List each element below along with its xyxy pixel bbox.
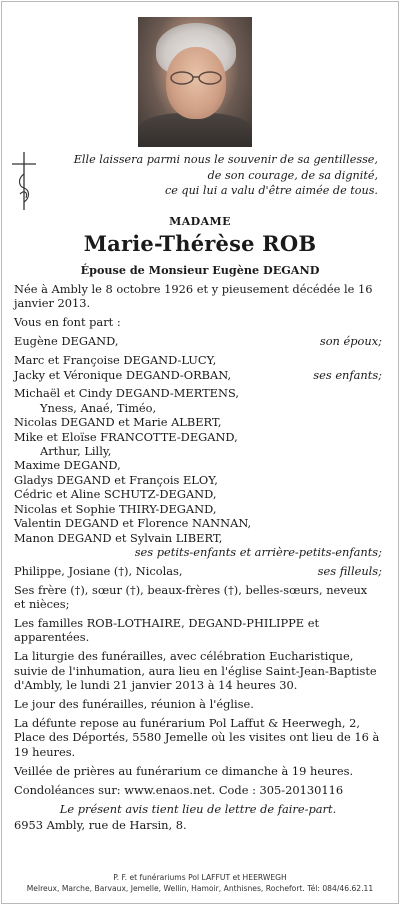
grandchild-line: Valentin DEGAND et Florence NANNAN, bbox=[14, 516, 252, 531]
children-block bbox=[14, 353, 382, 382]
announce-text: Vous en font part : bbox=[14, 315, 121, 330]
funeral-home-name: P. F. et funérariums Pol LAFFUT et HEERWEGH bbox=[113, 873, 287, 882]
godchildren-names: Philippe, Josiane (†), Nicolas, bbox=[14, 563, 183, 578]
child-line: Marc et Françoise DEGAND-LUCY, bbox=[14, 353, 217, 368]
repose-text: La défunte repose au funérarium Pol Laffut & Heerwegh, 2, Place des Déportés, 5580 Jemelle où les visites ont lieu de 16 à 19 heures. bbox=[14, 715, 380, 759]
tribute-line: ce qui lui a valu d'être aimée de tous. bbox=[164, 184, 378, 197]
grandchild-line: Michaël et Cindy DEGAND-MERTENS, bbox=[14, 386, 239, 401]
gathering-text: Le jour des funérailles, réunion à l'église. bbox=[14, 697, 254, 712]
grandchild-line: Yness, Anaé, Timéo, bbox=[40, 400, 157, 415]
siblings-text: Ses frère (†), sœur (†), beaux-frères (†), belles-sœurs, neveux et nièces; bbox=[14, 582, 368, 612]
godchildren-row bbox=[14, 564, 382, 578]
tribute-line: Elle laissera parmi nous le souvenir de sa gentillesse, bbox=[73, 153, 378, 166]
husband-role: son époux; bbox=[319, 334, 382, 349]
funeral-home-locations: Melreux, Marche, Barvaux, Jemelle, Wellin, Hamoir, Anthisnes, Rochefort. Tél: 084/46.62.11 bbox=[26, 884, 374, 893]
children-role: ses enfants; bbox=[313, 367, 382, 382]
grandchild-line: Cédric et Aline SCHUTZ-DEGAND, bbox=[14, 487, 217, 502]
spouse-line: Épouse de Monsieur Eugène DEGAND bbox=[80, 263, 320, 277]
grandchild-line: Maxime DEGAND, bbox=[14, 458, 121, 473]
portrait-photo bbox=[138, 17, 252, 147]
grandchild-line: Arthur, Lilly, bbox=[40, 444, 112, 459]
honorific: MADAME bbox=[169, 215, 231, 228]
child-line: Jacky et Véronique DEGAND-ORBAN, bbox=[14, 367, 232, 382]
deceased-name: Marie-Thérèse ROB bbox=[83, 231, 317, 256]
cross-icon bbox=[10, 150, 38, 212]
birth-death-text: Née à Ambly le 8 octobre 1926 et y pieusement décédée le 16 janvier 2013. bbox=[14, 282, 373, 311]
husband-row bbox=[14, 334, 382, 348]
condolences-text: Condoléances sur: www.enaos.net. Code : 305-20130116 bbox=[14, 782, 344, 797]
grandchildren-role: ses petits-enfants et arrière-petits-enfants; bbox=[134, 544, 382, 559]
vigil-text: Veillée de prières au funérarium ce dimanche à 19 heures. bbox=[14, 763, 354, 778]
obituary-body bbox=[14, 282, 382, 837]
tribute-quote bbox=[50, 152, 378, 199]
families-text: Les familles ROB-LOTHAIRE, DEGAND-PHILIPPE et apparentées. bbox=[14, 616, 320, 645]
husband-name: Eugène DEGAND, bbox=[14, 334, 119, 349]
grandchild-line: Gladys DEGAND et François ELOY, bbox=[14, 472, 218, 487]
grandchild-line: Nicolas DEGAND et Marie ALBERT, bbox=[14, 415, 222, 430]
godchildren-role: ses filleuls; bbox=[317, 563, 382, 578]
notice-text: Le présent avis tient lieu de lettre de faire-part. bbox=[59, 801, 337, 816]
grandchild-line: Nicolas et Sophie THIRY-DEGAND, bbox=[14, 501, 217, 516]
grandchildren-block bbox=[14, 386, 382, 559]
grandchild-line: Mike et Eloïse FRANCOTTE-DEGAND, bbox=[14, 429, 238, 444]
grandchild-line: Manon DEGAND et Sylvain LIBERT, bbox=[14, 530, 223, 545]
address-text: 6953 Ambly, rue de Harsin, 8. bbox=[14, 817, 187, 832]
liturgy-text: La liturgie des funérailles, avec célébration Eucharistique, suivie de l'inhumation, aura lieu en l'église Saint-Jean-Baptiste d'Ambly, le lundi 21 janvier 2013 à 14 heures 30. bbox=[14, 649, 377, 693]
tribute-line: de son courage, de sa dignité, bbox=[207, 168, 378, 182]
